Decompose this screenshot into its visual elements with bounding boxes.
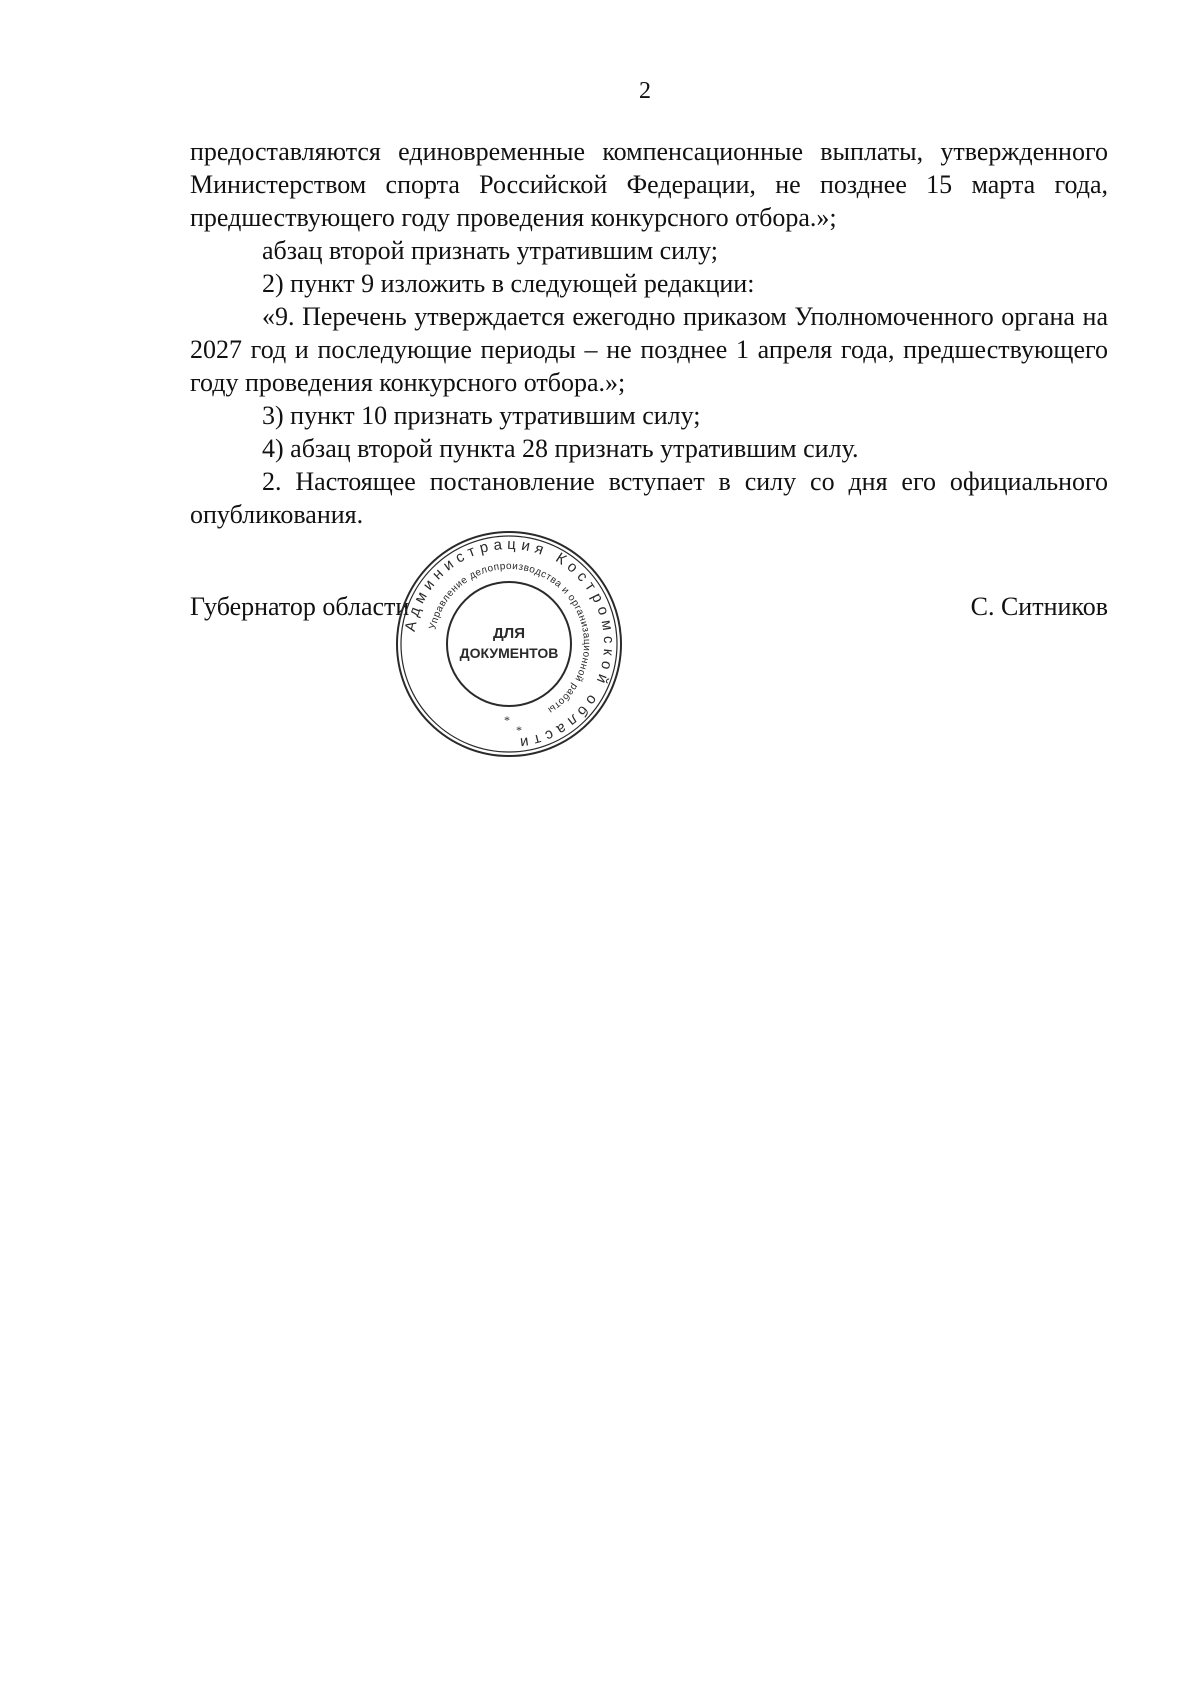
official-stamp [393, 528, 625, 760]
document-body [190, 135, 1108, 531]
stamp-inner-ring [447, 582, 571, 706]
paragraph-item-3: 3) пункт 10 признать утратившим силу; [262, 401, 701, 430]
stamp-star-right: * [516, 723, 522, 737]
stamp-outer-text: Администрация Костромской области [401, 535, 618, 752]
page-number: 2 [639, 78, 651, 104]
stamp-center-line-2: ДОКУМЕНТОВ [459, 645, 559, 661]
stamp-star-left: * [504, 713, 510, 727]
paragraph-item-4: 4) абзац второй пункта 28 признать утратившим силу. [262, 434, 859, 463]
signature-title: Губернатор области [190, 592, 410, 621]
stamp-inner-text: Управление делопроизводства и организационной работы [427, 560, 593, 716]
paragraph-item-9-text: «9. Перечень утверждается ежегодно приказом Уполномоченного органа на 2027 год и последующие периоды – не позднее 1 апреля года, предшествующего году проведения конкурсного отбора.»; [190, 302, 1108, 397]
paragraph-abzac-second: абзац второй признать утратившим силу; [262, 236, 718, 265]
stamp-center-line-1: ДЛЯ [493, 625, 525, 642]
paragraph-item-2: 2) пункт 9 изложить в следующей редакции: [262, 269, 755, 298]
signature-name: С. Ситников [970, 592, 1108, 621]
paragraph-continuation: предоставляются единовременные компенсационные выплаты, утвержденного Министерством спорта Российской Федерации, не позднее 15 марта года, предшествующего году проведения конкурсного отбора.»; [190, 137, 1108, 232]
paragraph-effective-date: 2. Настоящее постановление вступает в силу со дня его официального опубликования. [190, 467, 1108, 529]
